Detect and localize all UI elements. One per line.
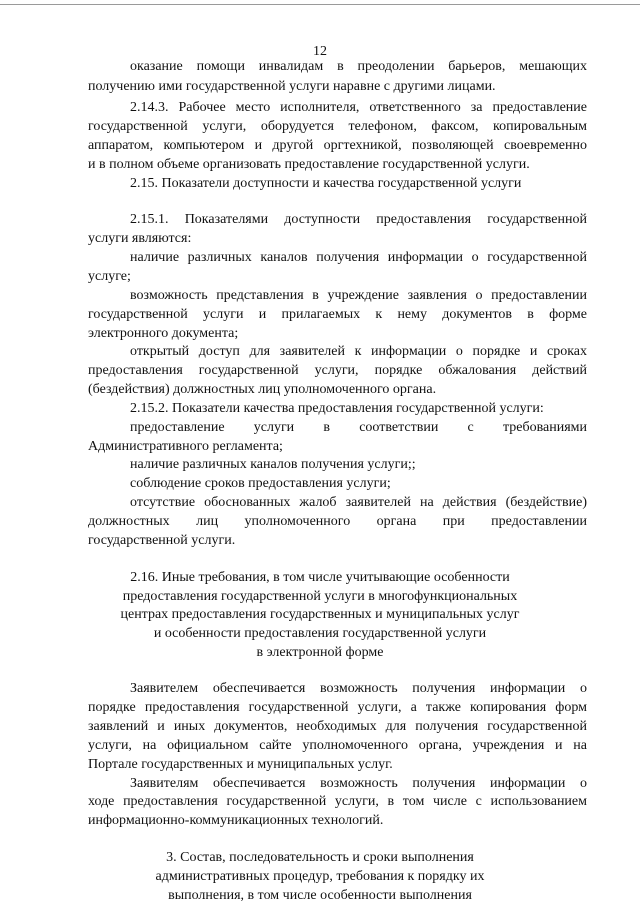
section-heading-line: центрах предоставления государственных и муниципальных услуг [120,607,520,622]
section-heading-line: в электронной форме [256,645,384,660]
paragraph-line: электронного документа; [88,326,239,341]
paragraph-line: получению ими государственной услуги наравне с другими лицами. [88,79,496,94]
section-heading-line: и особенности предоставления государственной услуги [153,626,487,641]
paragraph-line: оказание помощи инвалидам в преодолении барьеров, мешающих [130,59,587,74]
paragraph-line: и в полном объеме организовать предоставление государственной услуги. [88,157,530,172]
paragraph-line: информационно-коммуникационных технологий. [88,813,384,828]
paragraph-line: Заявителям обеспечивается возможность получения информации о [130,776,587,791]
paragraph-line: открытый доступ для заявителей к информации о порядке и сроках [130,344,587,359]
paragraph-line: услуги являются: [88,231,192,246]
paragraph-line: отсутствие обоснованных жалоб заявителей на действия (бездействие) [130,495,587,510]
paragraph-line: порядке предоставления государственной услуги, а также копирования форм [88,700,587,715]
paragraph-line: должностных лиц уполномоченного органа при предоставлении [88,514,587,529]
paragraph-line: (бездействия) должностных лиц уполномоченного органа. [88,382,437,397]
paragraph-line: аппаратом, компьютером и другой оргтехникой, позволяющей своевременно [88,138,587,153]
section-heading-line: 3. Состав, последовательность и сроки выполнения [166,850,474,865]
paragraph-line: Заявителем обеспечивается возможность получения информации о [130,681,587,696]
paragraph-line: Административного регламента; [88,439,283,454]
paragraph-line: услуги, на официальном сайте уполномоченного органа, учреждения и на [88,738,587,753]
section-heading-line: выполнения, в том числе особенности выполнения [168,888,472,903]
paragraph-line: возможность представления в учреждение заявления о предоставлении [130,288,587,303]
paragraph-line: услуге; [88,269,131,284]
paragraph-line: предоставление услуги в соответствии с требованиями [130,420,587,435]
page-number: 12 [313,44,327,59]
section-heading-line: предоставления государственной услуги в многофункциональных [122,589,518,604]
paragraph-line: наличие различных каналов получения услуги;; [130,457,416,472]
paragraph-line: предоставления государственной услуги, порядке обжалования действий [88,363,587,378]
paragraph-line: 2.14.3. Рабочее место исполнителя, ответственного за предоставление [130,100,587,115]
paragraph-line: ходе предоставления государственной услуги, в том числе с использованием [88,794,587,809]
paragraph-line: 2.15. Показатели доступности и качества государственной услуги [130,176,522,191]
paragraph-line: 2.15.1. Показателями доступности предоставления государственной [130,212,587,227]
top-scan-border [0,4,640,5]
paragraph-line: наличие различных каналов получения информации о государственной [130,250,587,265]
paragraph-line: соблюдение сроков предоставления услуги; [130,476,391,491]
paragraph-line: 2.15.2. Показатели качества предоставления государственной услуги: [130,401,544,416]
section-heading-line: 2.16. Иные требования, в том числе учитывающие особенности [130,570,510,585]
paragraph-line: Портале государственных и муниципальных услуг. [88,757,393,772]
paragraph-line: государственной услуги. [88,533,236,548]
paragraph-line: государственной услуги и прилагаемых к нему документов в форме [88,307,587,322]
paragraph-line: заявлений и иных документов, необходимых для получения государственной [88,719,587,734]
section-heading-line: административных процедур, требования к порядку их [155,869,485,884]
paragraph-line: государственной услуги, оборудуется телефоном, факсом, копировальным [88,119,587,134]
